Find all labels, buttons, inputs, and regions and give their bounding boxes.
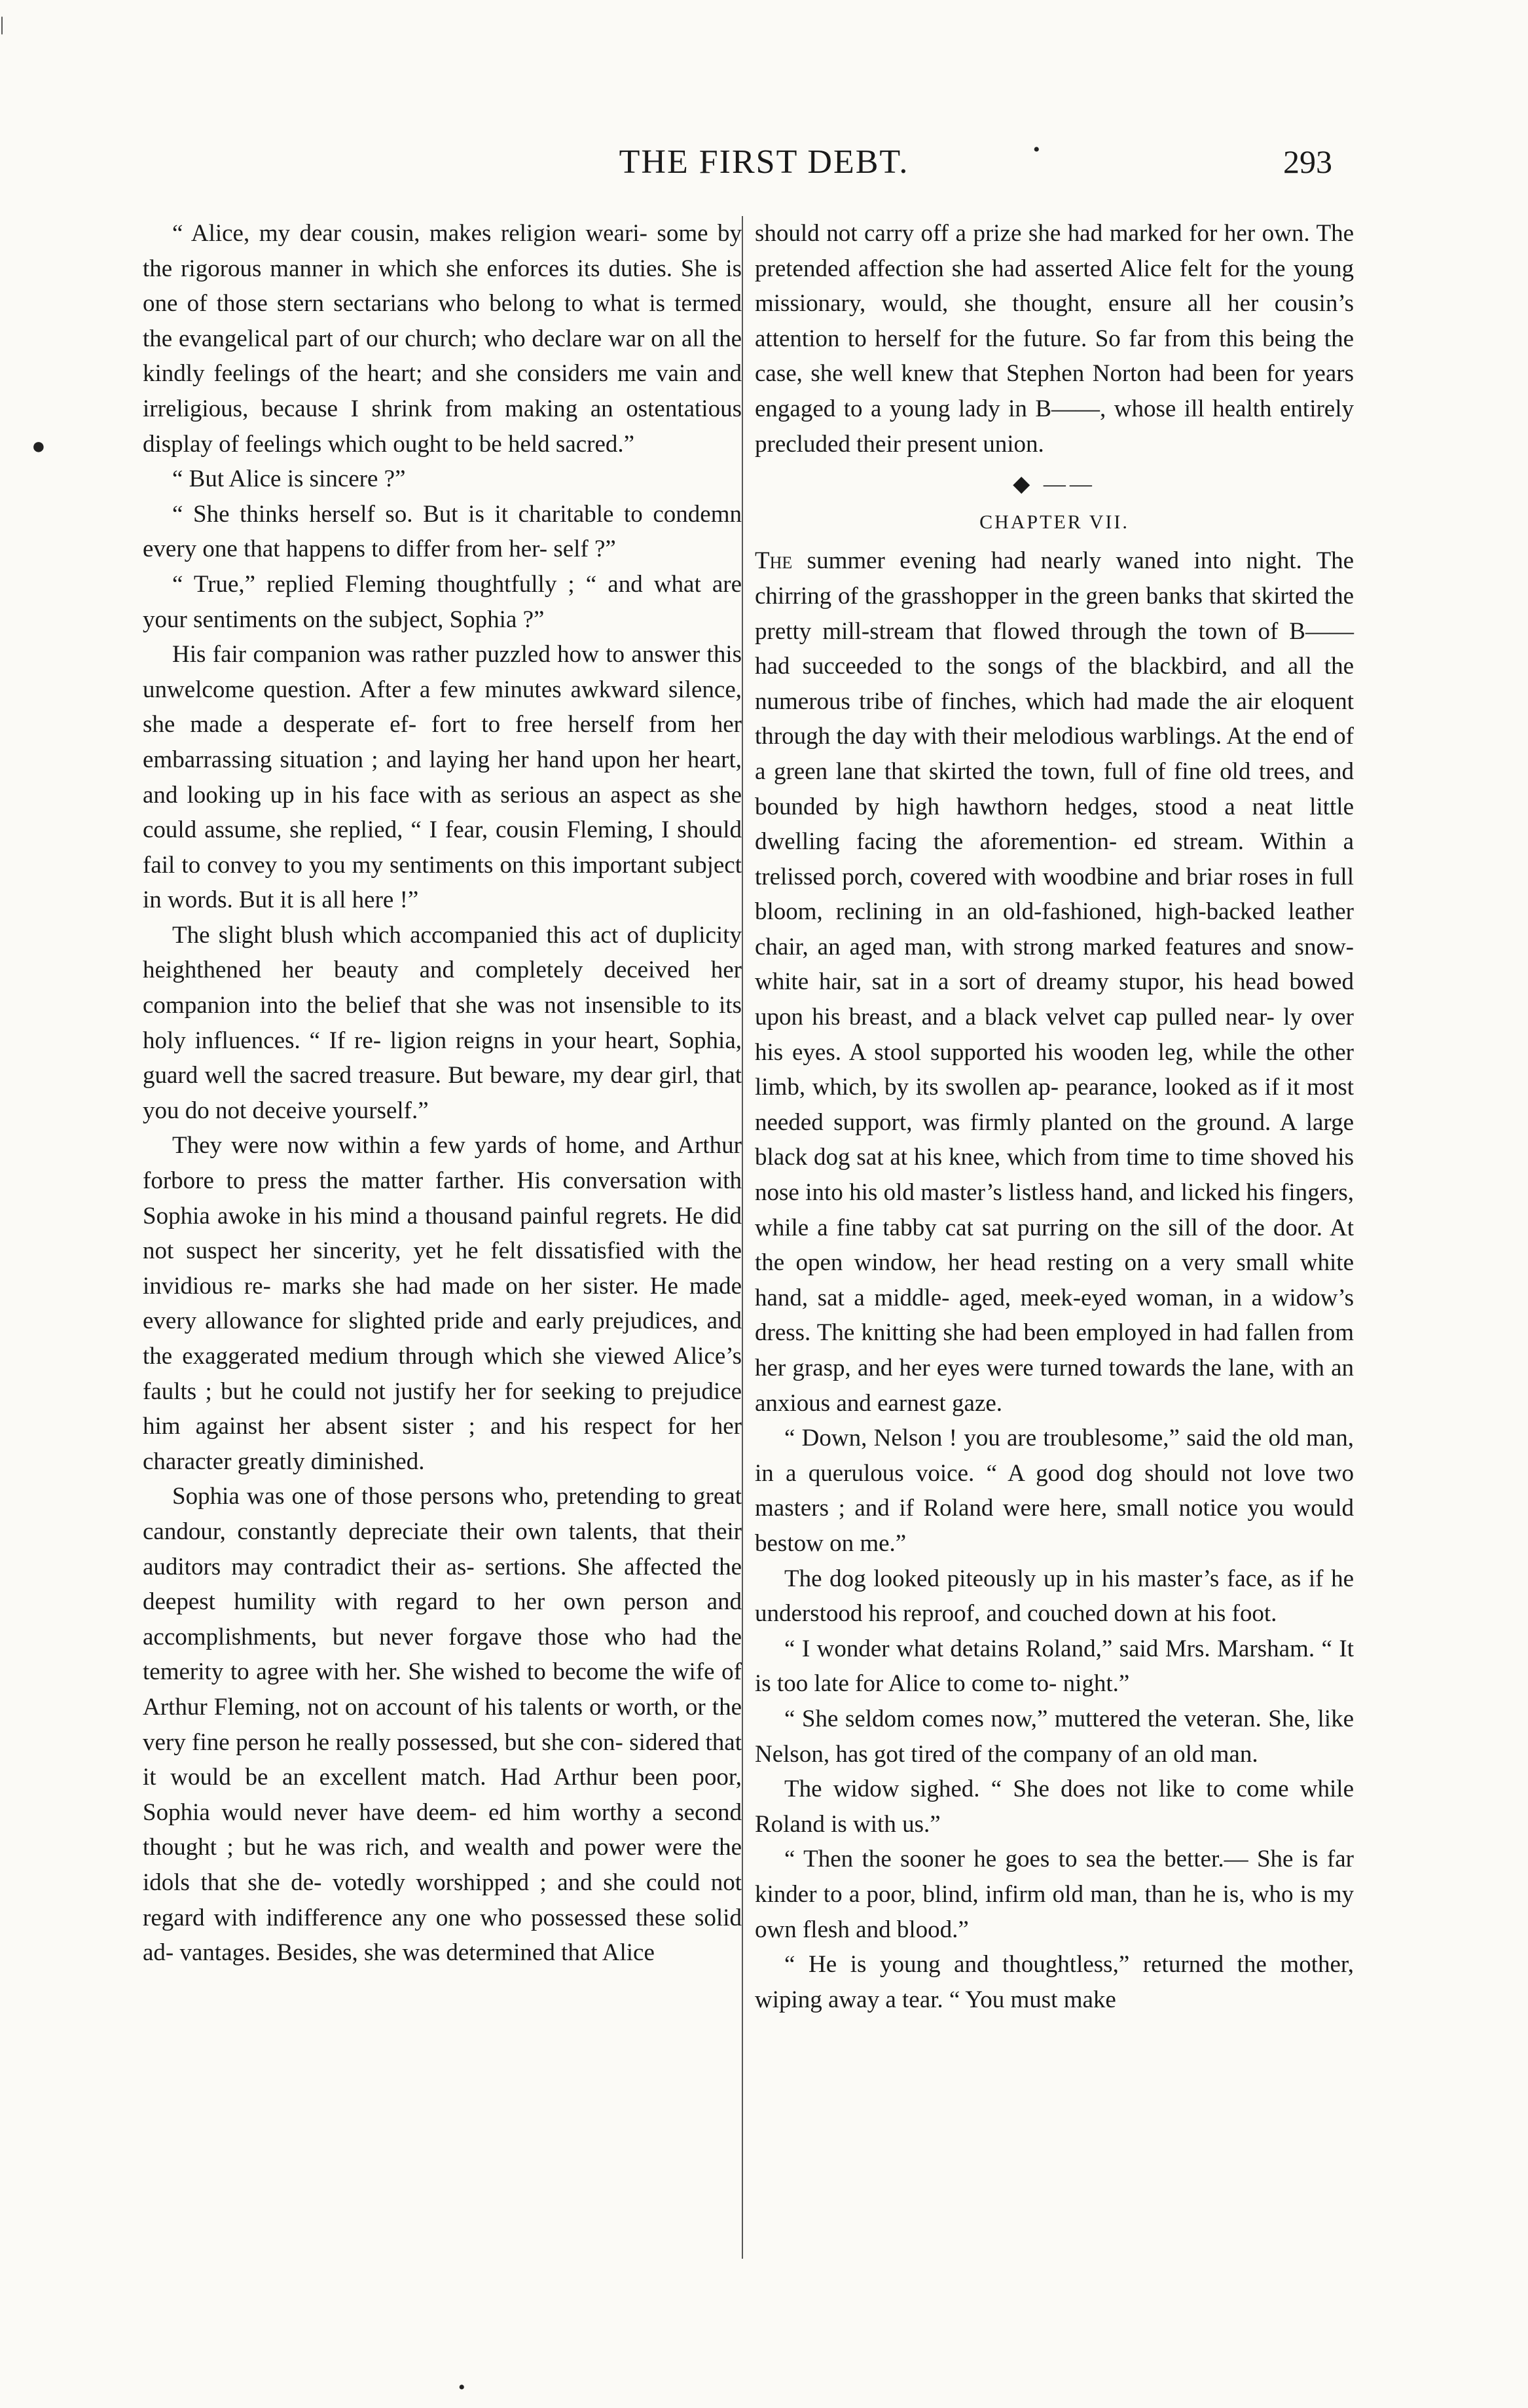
margin-speck: | (0, 13, 5, 35)
chapter-opening-paragraph (755, 543, 1354, 1421)
chapter-first-word: The (755, 547, 793, 575)
section-ornament: ◆ —— (1013, 472, 1096, 497)
paragraph: They were now within a few yards of home, and Arthur forbore to press the matter farther. His conversation with Sophia awoke in his mind a thousand painful regrets. He did not suspect her sincerity, yet he felt dissatisfied with the invidious re- marks she had made on her sister. He made every allowance for slighted pride and early prejudices, and the exaggerated medium through which she viewed Alice’s faults ; but he could not justify her for seeking to prejudice him against her absent sister ; and his respect for her character greatly diminished. (143, 1132, 742, 1475)
paragraph: “ He is young and thoughtless,” returned the mother, wiping away a tear. “ You must make (755, 1951, 1354, 2013)
chapter-opening-text: summer evening had nearly waned into night. The chirring of the grasshopper in the green banks that skirted the pretty mill-stream that flowed through the town of B—— had succeeded to the songs of the blackbird, and all the numerous tribe of finches, which had made the air eloquent through the day with their melodious warblings. At the end of a green lane that skirted the town, full of fine old trees, and bounded by high hawthorn hedges, stood a neat little dwelling facing the aforemention- ed stream. Within a trelissed porch, covered with woodbine and briar roses in full bloom, reclining in an old-fashioned, high-backed leather chair, an aged man, with strong marked features and snow-white hair, sat in a sort of dreamy stupor, his head bowed upon his breast, and a black velvet cap pulled near- ly over his eyes. A stool supported his wooden leg, while the other limb, which, by its swollen ap- pearance, looked as if it most needed support, was firmly planted on the ground. A large black dog sat at his knee, which from time to time shoved his nose into his old master’s listless hand, and licked his fingers, while a fine tabby cat sat purring on the sill of the door. At the open window, her head resting on a very small white hand, sat a middle- aged, meek-eyed woman, in a widow’s dress. The knitting she had been employed in had fallen from her grasp, and her eyes were turned towards the lane, with an anxious and earnest gaze. (755, 547, 1354, 1417)
paragraph: The widow sighed. “ She does not like to come while Roland is with us.” (755, 1776, 1354, 1838)
paragraph: “ She thinks herself so. But is it charitable to condemn every one that happens to differ from her- self ?” (143, 500, 742, 563)
paragraph: should not carry off a prize she had marked for her own. The pretended affection she had asserted Alice felt for the young missionary, would, she thought, ensure all her cousin’s attention to herself for the future. So far from this being the case, she well knew that Stephen Norton had been for years engaged to a young lady in B——, whose ill health entirely precluded their present union. (755, 220, 1354, 458)
margin-dot: ● (31, 433, 46, 459)
paragraph: The dog looked piteously up in his master’s face, as if he understood his reproof, and couched down at his foot. (755, 1565, 1354, 1628)
ink-dot: • (458, 2377, 465, 2398)
paragraph: “ She seldom comes now,” muttered the veteran. She, like Nelson, has got tired of the company of an old man. (755, 1705, 1354, 1768)
paragraph: “ Alice, my dear cousin, makes religion weari- some by the rigorous manner in which she enforces its duties. She is one of those stern sectarians who belong to what is termed the evangelical part of our church; who declare war on all the kindly feelings of the heart; and she considers me vain and irreligious, because I shrink from making an ostentatious display of feelings which ought to be held sacred.” (143, 220, 742, 458)
ink-dot: • (1033, 139, 1040, 160)
right-column (755, 216, 1354, 2017)
left-column (143, 216, 742, 1971)
page-number: 293 (1283, 143, 1332, 180)
paragraph: “ Then the sooner he goes to sea the better.— She is far kinder to a poor, blind, infirm old man, than he is, who is my own flesh and blood.” (755, 1846, 1354, 1943)
paragraph: “ But Alice is sincere ?” (172, 465, 406, 493)
paragraph: His fair companion was rather puzzled how to answer this unwelcome question. After a few minutes awkward silence, she made a desperate ef- fort to free herself from her embarrassing situation ; and laying her hand upon her heart, and looking up in his face with as serious an aspect as she could assume, she replied, “ I fear, cousin Fleming, I should fail to convey to you my sentiments on this important subject in words. But it is all here !” (143, 641, 742, 914)
chapter-heading: CHAPTER VII. (979, 511, 1129, 533)
column-divider (742, 216, 743, 2259)
paragraph: Sophia was one of those persons who, pretending to great candour, constantly depreciate their own talents, that their auditors may contradict their as- sertions. She affected the deepest humility with regard to her own person and accomplishments, but never forgave those who had the temerity to agree with her. She wished to become the wife of Arthur Fleming, not on account of his talents or worth, or the very fine person he really possessed, but she con- sidered that it would be an excellent match. Had Arthur been poor, Sophia would never have deem- ed him worthy a second thought ; but he was rich, and wealth and power were the idols that she de- votedly worshipped ; and she could not regard with indifference any one who possessed these solid ad- vantages. Besides, she was determined that Alice (143, 1483, 742, 1967)
running-head-title: THE FIRST DEBT. (619, 143, 909, 181)
paragraph: “ I wonder what detains Roland,” said Mrs. Marsham. “ It is too late for Alice to come to- night.” (755, 1635, 1354, 1698)
paragraph: The slight blush which accompanied this act of duplicity heighthened her beauty and completely deceived her companion into the belief that she was not insensible to its holy influences. “ If re- ligion reigns in your heart, Sophia, guard well the sacred treasure. But beware, my dear girl, that you do not deceive yourself.” (143, 921, 742, 1124)
paragraph: “ True,” replied Fleming thoughtfully ; “ and what are your sentiments on the subject, Sophia ?” (143, 570, 742, 633)
paragraph: “ Down, Nelson ! you are troublesome,” said the old man, in a querulous voice. “ A good dog should not love two masters ; and if Roland were here, small notice you would bestow on me.” (755, 1425, 1354, 1557)
